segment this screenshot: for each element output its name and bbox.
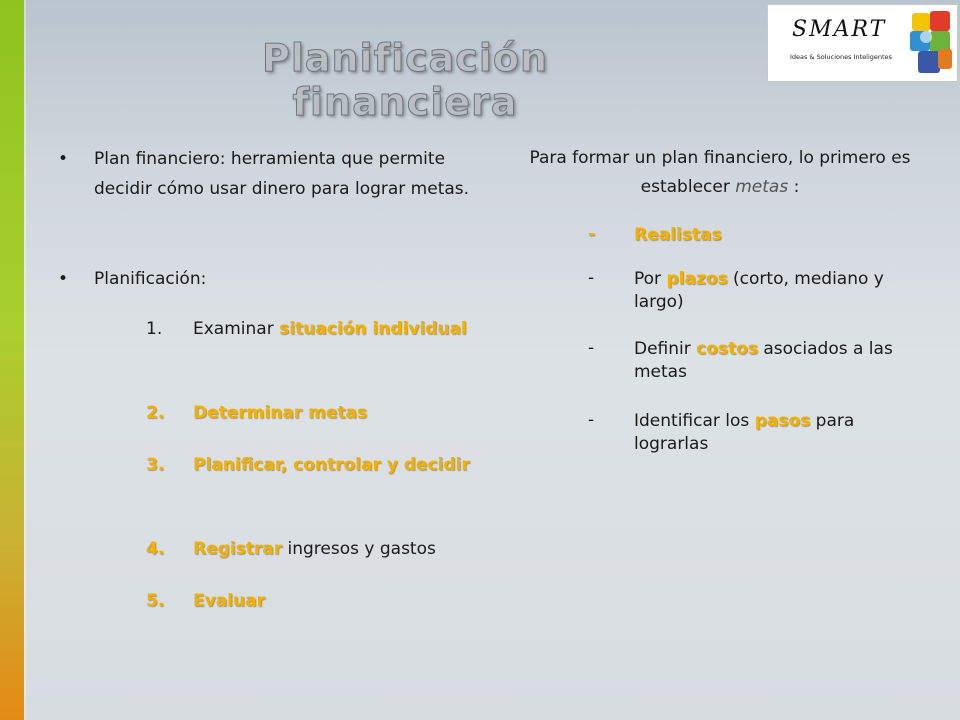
- intro-emphasis: metas: [735, 177, 789, 197]
- meta-highlight: Realistas: [634, 225, 722, 245]
- meta-text: (corto, mediano y largo): [634, 269, 884, 312]
- smart-logo: [767, 4, 958, 82]
- decorative-sidebar: [0, 0, 24, 720]
- list-dash: -: [588, 268, 595, 288]
- sidebar-divider: [24, 0, 26, 720]
- bullet-dot: •: [58, 149, 69, 169]
- logo-tagline: Ideas & Soluciones Inteligentes: [790, 53, 892, 61]
- step-text: Examinar: [193, 319, 280, 339]
- intro-end: :: [788, 177, 800, 197]
- slide-title: Planificación financiera: [261, 36, 549, 124]
- list-dash: -: [588, 338, 595, 358]
- bullet-planificacion: Planificación:: [94, 269, 207, 289]
- step-highlight: Planificar, controlar y decidir: [193, 455, 470, 475]
- step-highlight: Evaluar: [193, 591, 265, 611]
- meta-pasos: [634, 410, 924, 456]
- meta-text: Definir: [634, 339, 697, 359]
- bullet-dot: •: [58, 269, 69, 289]
- meta-realistas: [634, 224, 924, 247]
- intro-text: Para formar un plan financiero, lo primero es establecer: [529, 148, 911, 197]
- step-number: 2.: [146, 403, 165, 423]
- step-highlight: situación individual: [279, 319, 467, 339]
- metas-intro: [520, 144, 920, 202]
- meta-text: Identificar los: [634, 411, 755, 431]
- meta-text: Por: [634, 269, 667, 289]
- meta-text: asociados a las metas: [634, 339, 893, 382]
- step-number: 5.: [146, 591, 165, 611]
- meta-highlight: costos: [696, 339, 758, 359]
- step-text: ingresos y gastos: [282, 539, 436, 559]
- meta-text: para lograrlas: [634, 411, 855, 454]
- meta-costos: [634, 338, 924, 384]
- meta-plazos: [634, 268, 924, 314]
- step-number: 1.: [146, 319, 163, 339]
- step-number: 4.: [146, 539, 165, 559]
- step-number: 3.: [146, 455, 165, 475]
- bullet-plan-financiero: Plan financiero: herramienta que permite decidir cómo usar dinero para lograr metas.: [94, 149, 470, 199]
- logo-wordmark: SMART: [792, 17, 887, 42]
- step-highlight: Determinar metas: [193, 403, 368, 423]
- step-highlight: Registrar: [193, 539, 283, 559]
- meta-highlight: pasos: [754, 411, 811, 431]
- list-dash: -: [588, 224, 596, 244]
- meta-highlight: plazos: [666, 269, 728, 289]
- list-dash: -: [588, 410, 595, 430]
